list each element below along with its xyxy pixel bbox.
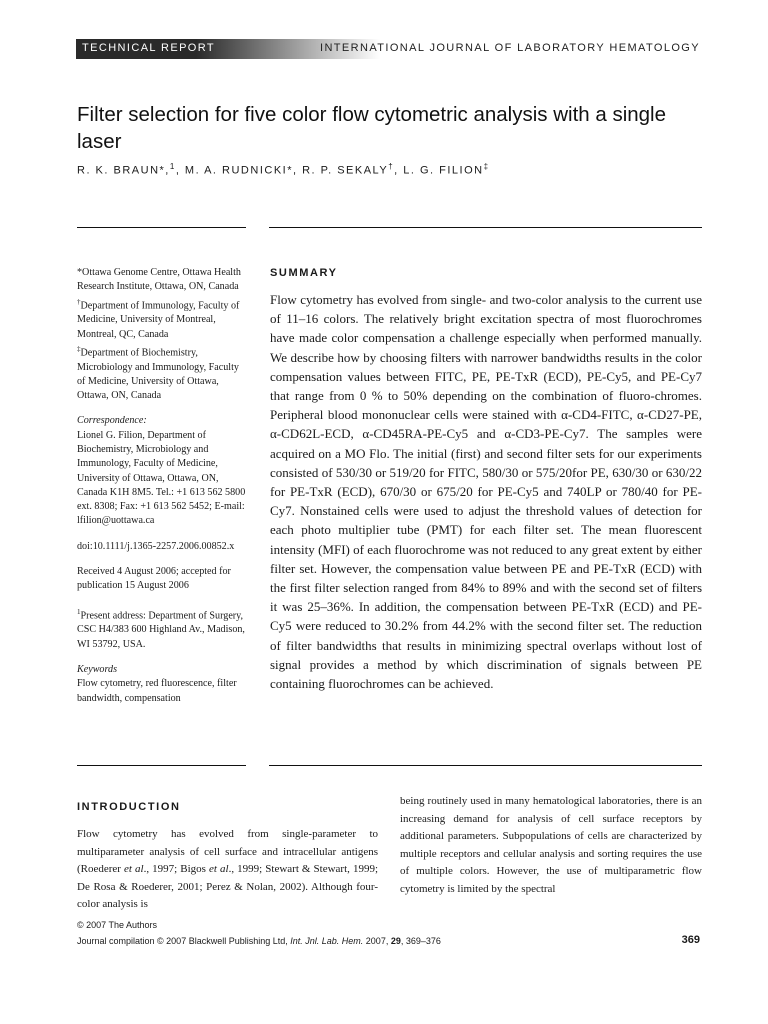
citation-volume: 29	[390, 936, 401, 946]
intro-text-1: Flow cytometry has evolved from single-parameter to multiparameter analysis of cell surface and intracellular antigens (Roederer	[77, 828, 378, 876]
affiliation-3-text: Department of Biochemistry, Microbiology and Immunology, Faculty of Medicine, University of Ottawa, Ottawa, ON, Canada	[77, 347, 239, 402]
present-address	[77, 605, 249, 652]
page-number: 369	[681, 934, 700, 946]
summary-body: Flow cytometry has evolved from single- and two-color analysis to the current use of 11–16 colors. The relatively bright excitation spectra of most fluorochromes have made color compensation a challenge especially when performed manually. We describe how by choosing filters with narrower bandwidths results in the color compensation values between FITC, PE, PE-TxR (ECD), PE-Cy5, and PE-Cy7 that range from 0 % to 50% depending on the combination of fluoro-chromes. Peripheral blood mononuclear cells were stained with α-CD4-FITC, α-CD27-PE, α-CD62L-ECD, α-CD45RA-PE-Cy5 and α-CD3-PE-Cy7. The samples were acquired on a MO Flo. The initial (first) and second filter sets for our experiments consisted of 530/30 or 519/20 for FITC, 580/30 or 575/20for PE, 630/30 or 630/22 for PE-TxR (ECD), 670/30 or 675/20 for PE-Cy5 and 740LP or 780/40 for PE-Cy7. Nonstained cells were used to adjust the threshold values of detection for each photo multiplier tube (PMT) for each filter set. The mean fluorescent intensity (MFI) of each fluorochrome was not reduced to any great extent by either filter set. However, the compensation value between PE and PE-TxR (ECD) with the first filter selection ranged from 84% to 89% and with the second set of filters it was 25–36%. In addition, the compensation between PE-TxR (ECD) and PE-Cy5 were reduced to 30.2% from 44.2% with the second filter set. The reduction of filter bandwidths that results in minimizing spectral overlaps without lost of signal provides a method by which discrimination of signals between PE containing fluorochromes can be achieved.	[270, 292, 702, 692]
intro-etal-1: et al	[124, 863, 144, 876]
summary-heading: SUMMARY	[270, 267, 338, 279]
author-4: , L. G. FILION	[394, 164, 484, 177]
affiliation-3	[77, 342, 249, 404]
author-4-mark: ‡	[483, 162, 490, 171]
affiliation-3-mark: ‡	[77, 344, 81, 353]
author-3-mark: †	[388, 162, 395, 171]
citation-pages: , 369–376	[400, 936, 441, 946]
present-address-mark: 1	[77, 607, 81, 616]
section-label: TECHNICAL REPORT	[82, 42, 216, 54]
author-2-3: , M. A. RUDNICKI*, R. P. SEKALY	[175, 164, 389, 177]
affiliation-2-mark: †	[77, 297, 81, 306]
intro-etal-2: et al	[209, 863, 229, 876]
introduction-right-column: being routinely used in many hematological laboratories, there is an increasing demand for analysis of cell surface receptors by additional parameters. Subpopulations of cells are characterized by multiple receptors and cellular analysis and sorting requires the use of multiple colors. However, the use of multiparametric flow cytometry is limited by the spectral	[400, 795, 702, 895]
received-date: Received 4 August 2006; accepted for publication 15 August 2006	[77, 566, 231, 592]
journal-citation	[77, 936, 441, 946]
article-title: Filter selection for five color flow cytometric analysis with a single laser	[77, 103, 667, 153]
doi: doi:10.1111/j.1365-2257.2006.00852.x	[77, 540, 235, 552]
keywords-text: Flow cytometry, red fluorescence, filter bandwidth, compensation	[77, 678, 237, 704]
summary-top-rule	[269, 227, 702, 228]
affiliation-2-text: Department of Immunology, Faculty of Medicine, University of Montreal, Montreal, QC, Canada	[77, 299, 240, 340]
copyright: © 2007 The Authors	[77, 920, 158, 930]
citation-year: 2007,	[363, 936, 391, 946]
affiliation-2	[77, 295, 249, 342]
compilation-text: Journal compilation © 2007 Blackwell Publishing Ltd,	[77, 936, 291, 946]
intro-text-3: ., 1999; Stewart & Stewart, 1999; De Rosa & Roederer, 2001; Perez & Nolan, 2002). Although four-color analysis is	[77, 863, 379, 911]
summary-bottom-rule	[269, 765, 702, 766]
sidebar-top-rule	[77, 227, 246, 228]
author-list	[77, 162, 490, 177]
intro-text-2: ., 1997; Bigos	[143, 863, 210, 876]
present-address-text: Present address: Department of Surgery, CSC H4/383 600 Highland Av., Madison, WI 53792, USA.	[77, 610, 245, 650]
introduction-heading: INTRODUCTION	[77, 801, 181, 813]
journal-name: INTERNATIONAL JOURNAL OF LABORATORY HEMATOLOGY	[320, 42, 700, 54]
author-1: R. K. BRAUN*,	[77, 164, 170, 177]
correspondence-label: Correspondence:	[77, 415, 147, 427]
correspondence-text: Lionel G. Filion, Department of Biochemistry, Microbiology and Immunology, Faculty of Medicine, University of Ottawa, Ottawa, ON, Canada K1H 8M5. Tel.: +1 613 562 5800 ext. 8308; Fax: +1 613 562 5452; E-mail: lfilion@uottawa.ca	[77, 429, 246, 527]
introduction-left-column	[77, 826, 378, 914]
journal-abbrev: Int. Jnl. Lab. Hem.	[290, 936, 364, 946]
affiliation-1: *Ottawa Genome Centre, Ottawa Health Research Institute, Ottawa, ON, Canada	[77, 267, 241, 293]
sidebar-metadata	[77, 266, 249, 706]
keywords-label: Keywords	[77, 663, 118, 675]
author-1-mark: 1	[169, 162, 176, 171]
sidebar-bottom-rule	[77, 765, 246, 766]
